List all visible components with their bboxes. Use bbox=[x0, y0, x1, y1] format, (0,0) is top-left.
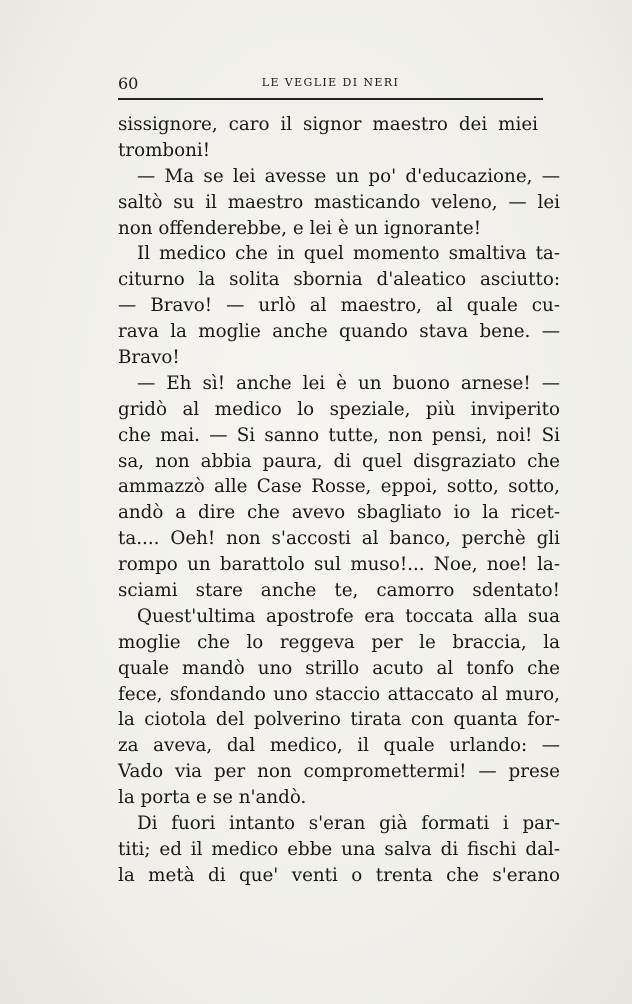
running-title: LE VEGLIE DI NERI bbox=[261, 76, 400, 89]
text-line: moglie che lo reggeva per le braccia, la bbox=[118, 631, 560, 653]
page-number: 60 bbox=[118, 74, 139, 93]
text-line: — Eh sì! anche lei è un buono arnese! — bbox=[137, 372, 560, 394]
text-line: non offenderebbe, e lei è un ignorante! bbox=[118, 217, 482, 239]
text-line: sciami stare anche te, camorro sdentato! bbox=[118, 580, 560, 602]
text-line: andò a dire che avevo sbagliato io la ricet- bbox=[118, 502, 560, 524]
text-line: za aveva, dal medico, il quale urlando: — bbox=[118, 735, 560, 757]
text-line: citurno la solita sbornia d'aleatico asciutto: bbox=[118, 269, 560, 291]
text-line: ta.... Oeh! non s'accosti al banco, perchè gli bbox=[118, 528, 560, 550]
text-line: ammazzò alle Case Rosse, eppoi, sotto, sotto, bbox=[118, 476, 560, 498]
text-line: rompo un barattolo sul muso!... Noe, noe! la- bbox=[118, 554, 560, 576]
text-line: tromboni! bbox=[118, 139, 211, 161]
text-line: gridò al medico lo speziale, più inviperito bbox=[118, 398, 560, 420]
text-line: la porta e se n'andò. bbox=[118, 787, 307, 809]
text-line: la ciotola del polverino tirata con quanta for- bbox=[118, 709, 560, 731]
text-line: che mai. — Si sanno tutte, non pensi, noi! Si bbox=[118, 424, 560, 446]
page-header bbox=[118, 74, 543, 98]
text-line: la metà di que' venti o trenta che s'erano bbox=[118, 864, 560, 886]
text-line: rava la moglie anche quando stava bene. — bbox=[118, 321, 560, 343]
body-text bbox=[118, 112, 560, 889]
text-line: — Ma se lei avesse un po' d'educazione, — bbox=[137, 165, 560, 187]
text-line: — Bravo! — urlò al maestro, al quale cu- bbox=[118, 295, 560, 317]
text-line: sa, non abbia paura, di quel disgraziato che bbox=[118, 450, 560, 472]
text-line: fece, sfondando uno staccio attaccato al muro, bbox=[118, 683, 560, 705]
text-line: Di fuori intanto s'eran già formati i par- bbox=[137, 813, 560, 835]
text-line: Bravo! bbox=[118, 347, 180, 369]
text-line: Il medico che in quel momento smaltiva ta- bbox=[137, 243, 560, 265]
text-line: sissignore, caro il signor maestro dei miei bbox=[118, 114, 538, 135]
text-line: quale mandò uno strillo acuto al tonfo che bbox=[118, 657, 560, 679]
text-line: Quest'ultima apostrofe era toccata alla sua bbox=[137, 605, 560, 627]
header-rule bbox=[118, 98, 543, 100]
text-line: saltò su il maestro masticando veleno, — lei bbox=[118, 191, 560, 213]
text-line: Vado via per non compromettermi! — prese bbox=[118, 761, 560, 783]
text-line: titi; ed il medico ebbe una salva di fischi dal- bbox=[118, 838, 560, 860]
